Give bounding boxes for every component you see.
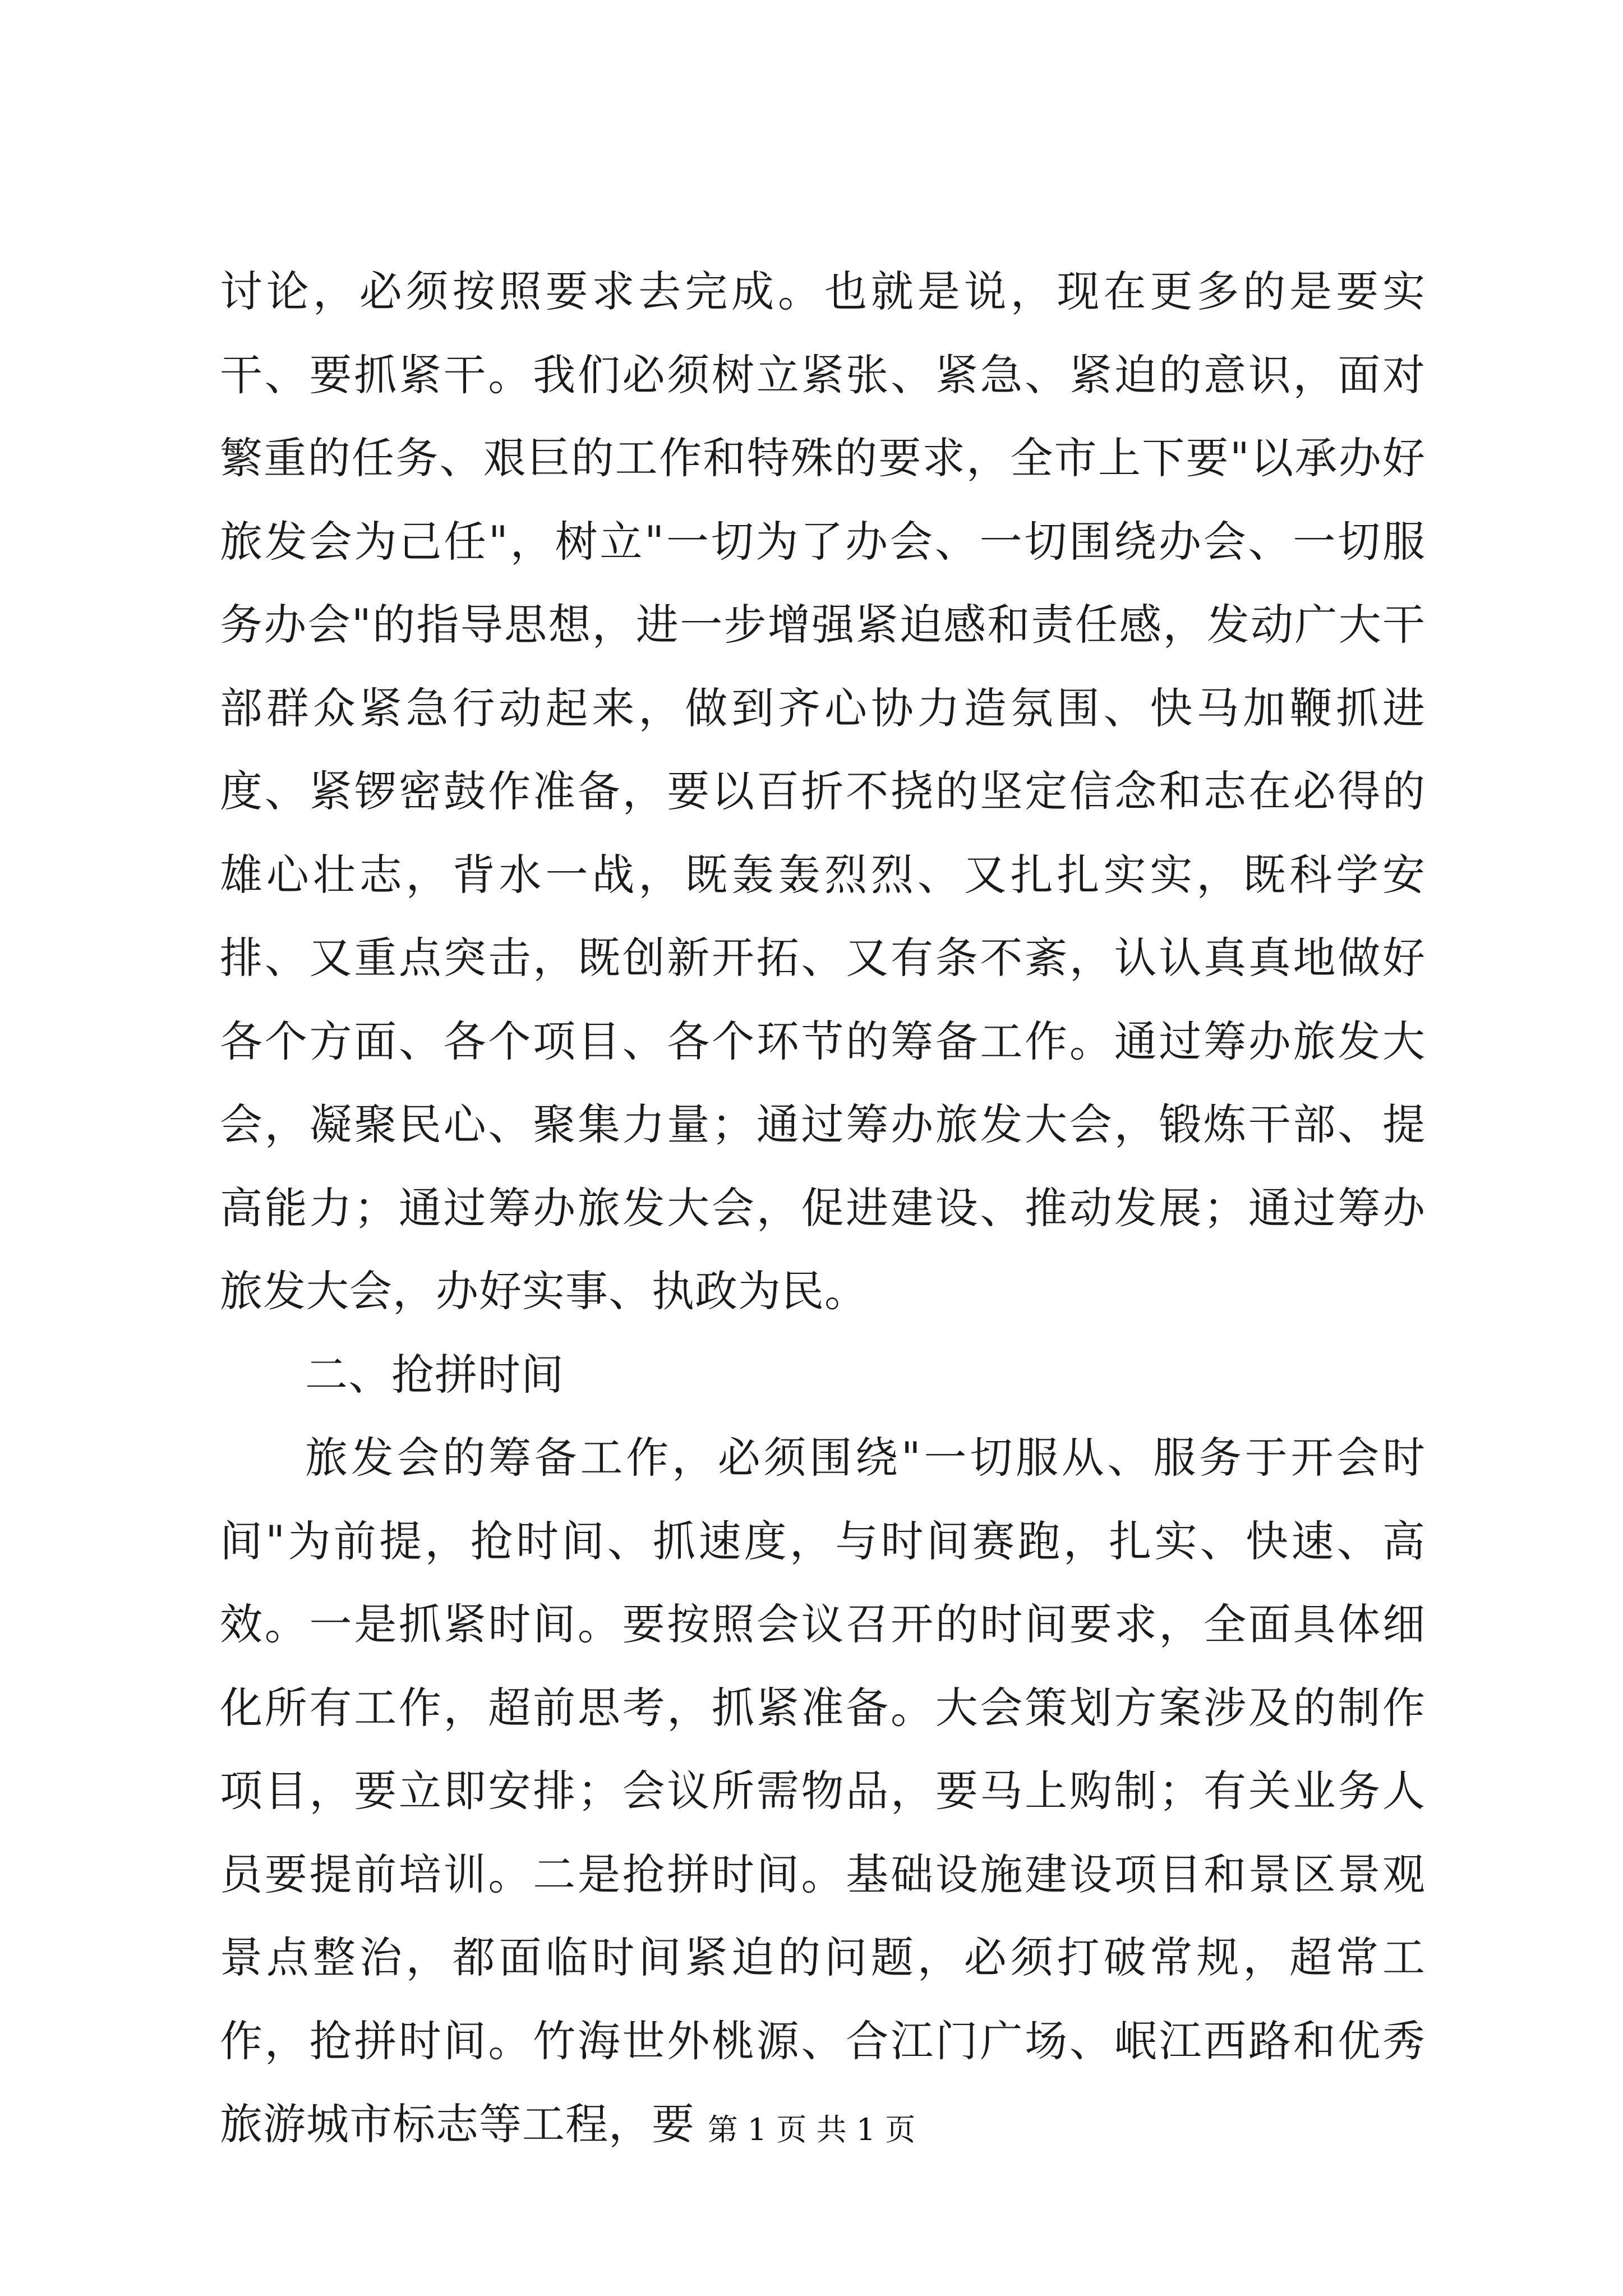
- page-footer: [0, 2110, 1623, 2150]
- document-body: [220, 250, 1426, 2166]
- section-heading: 二、抢拼时间: [305, 1349, 564, 1400]
- paragraph-body: 旅发会的筹备工作，必须围绕"一切服从、服务于开会时间"为前提，抢时间、抓速度，与时间赛跑，扎实、快速、高效。一是抓紧时间。要按照会议召开的时间要求，全面具体细化所有工作，超前思考，抓紧准备。大会策划方案涉及的制作项目，要立即安排；会议所需物品，要马上购制；有关业务人员要提前培训。二是抢拼时间。基础设施建设项目和景区景观景点整治，都面临时间紧迫的问题，必须打破常规，超常工作，抢拼时间。竹海世外桃源、合江门广场、岷江西路和优秀旅游城市标志等工程，要: [220, 1433, 1426, 2149]
- paragraph-continuation: 讨论，必须按照要求去完成。也就是说，现在更多的是要实干、要抓紧干。我们必须树立紧张、紧急、紧迫的意识，面对繁重的任务、艰巨的工作和特殊的要求，全市上下要"以承办好旅发会为己任"，树立"一切为了办会、一切围绕办会、一切服务办会"的指导思想，进一步增强紧迫感和责任感，发动广大干部群众紧急行动起来，做到齐心协力造氛围、快马加鞭抓进度、紧锣密鼓作准备，要以百折不挠的坚定信念和志在必得的雄心壮志，背水一战，既轰轰烈烈、又扎扎实实，既科学安排、又重点突击，既创新开拓、又有条不紊，认认真真地做好各个方面、各个项目、各个环节的筹备工作。通过筹办旅发大会，凝聚民心、聚集力量；通过筹办旅发大会，锻炼干部、提高能力；通过筹办旅发大会，促进建设、推动发展；通过筹办旅发大会，办好实事、执政为民。: [220, 266, 1426, 1316]
- page-number-label: 第 1 页 共 1 页: [707, 2112, 916, 2147]
